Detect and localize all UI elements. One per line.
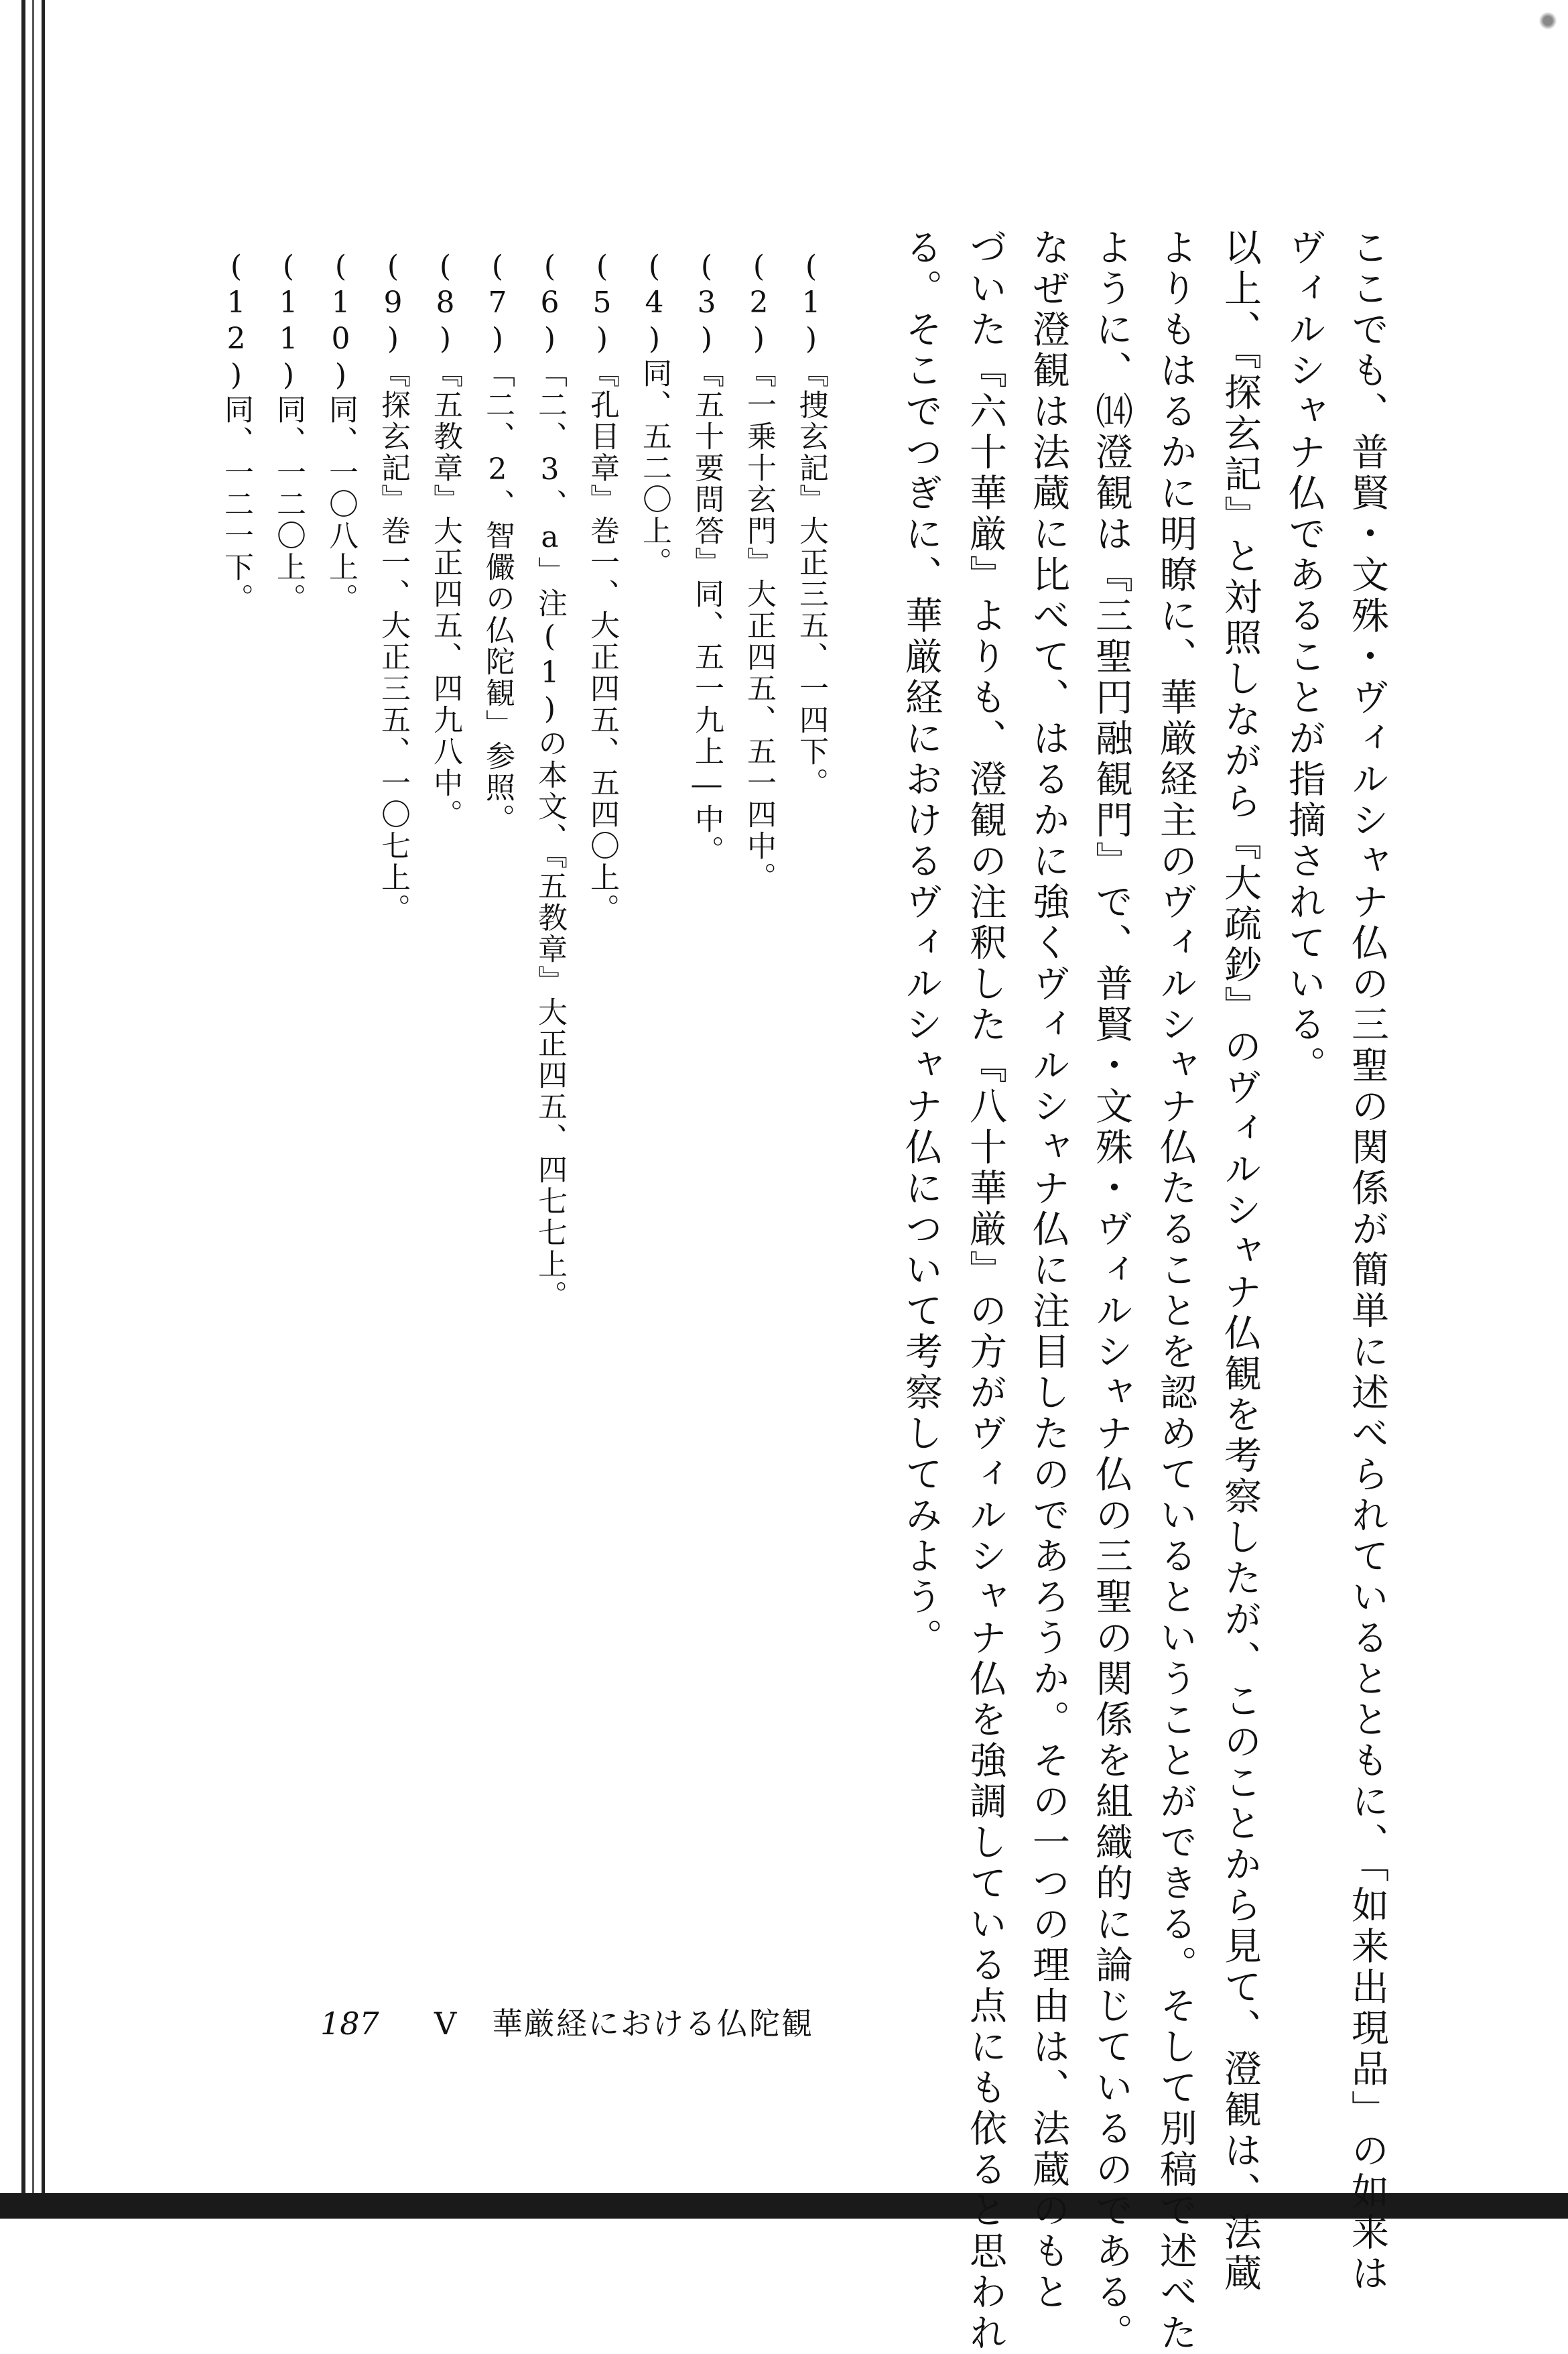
chapter-title: 華厳経における仏陀観 [492,2005,813,2042]
binding-edge-line [32,0,34,2219]
chapter-number: V [434,2005,457,2042]
footnote-text: 『五十要問答』同、五一九上―中。 [690,358,724,867]
footnote [324,249,358,615]
scan-bottom-edge [0,2193,1568,2219]
footnote-number: (7) [480,249,515,358]
footnote-number: (8) [428,249,462,358]
binding-edge-line [42,0,45,2219]
body-line: よりもはるかに明瞭に、華厳経主のヴィルシャナ仏たることを認めているということができる。そして別稿で述べた [1154,228,1197,2354]
footnote [796,249,826,799]
footnote-text: 「二、3、a」注(1)の本文、『五教章』大正四五、四七七上。 [533,358,567,1312]
footnote [221,249,251,615]
footnote [639,249,669,578]
footnote-text: 『五教章』大正四五、四九八中。 [428,358,462,830]
footnote-text: 『一乗十玄門』大正四五、五一四中。 [742,358,776,893]
footnote-text: 同、一二〇上。 [271,394,306,615]
body-line: なぜ澄観は法蔵に比べて、はるかに強くヴィルシャナ仏に注目したのであろうか。その一つの理由は、法蔵のもと [1027,228,1070,2313]
footnote-text: 同、五二〇上。 [637,358,671,578]
footnote-number: (2) [742,249,776,358]
running-footer [320,1999,813,2044]
footnote-number: (4) [637,249,671,358]
footnote [585,249,619,925]
footnote [690,249,724,867]
footnote-text: 同、一二一下。 [219,394,253,615]
footnote-text: 『孔目章』巻一、大正四五、五四〇上。 [585,358,619,925]
footnote-number: (10) [324,249,358,394]
footnote-number: (1) [794,249,828,358]
footnote-text: 『捜玄記』大正三五、一四下。 [794,358,828,799]
footnote-number: (12) [219,249,253,394]
body-line: る。そこでつぎに、華厳経におけるヴィルシャナ仏について考察してみよう。 [899,228,943,1659]
footnote [480,249,515,835]
binding-edge-line [21,0,25,2219]
footnote-number: (9) [376,249,410,358]
footnote-number: (3) [690,249,724,358]
page-number: 187 [320,2005,379,2042]
footnote [271,249,306,615]
body-line: ように、⒁澄観は『三聖円融観門』で、普賢・文殊・ヴィルシャナ仏の三聖の関係を組織的に論じているのである。 [1090,228,1133,2354]
footnote-number: (5) [585,249,619,358]
footnote-text: 「二、2、智儼の仏陀観」参照。 [480,358,515,835]
footnote [742,249,776,893]
body-line: づいた『六十華厳』よりも、澄観の注釈した『八十華厳』の方がヴィルシャナ仏を強調している点にも依ると思われ [964,228,1007,2354]
footnote [430,249,460,830]
body-line: ここでも、普賢・文殊・ヴィルシャナ仏の三聖の関係が簡単に述べられているとともに、「如来出現品」の如来は [1346,228,1389,2294]
footnote [376,249,410,925]
scan-speck [1536,12,1560,29]
footnote-number: (6) [533,249,567,358]
body-line: ヴィルシャナ仏であることが指摘されている。 [1283,228,1326,1087]
footnote-text: 『探玄記』巻一、大正三五、一〇七上。 [376,358,410,925]
footnote [533,249,567,1312]
footnote-number: (11) [271,249,306,394]
footnote-text: 同、一〇八上。 [324,394,358,615]
body-line: 以上、『探玄記』と対照しながら『大疏鈔』のヴィルシャナ仏観を考察したが、このことから見て、澄観は、法蔵 [1218,228,1262,2294]
